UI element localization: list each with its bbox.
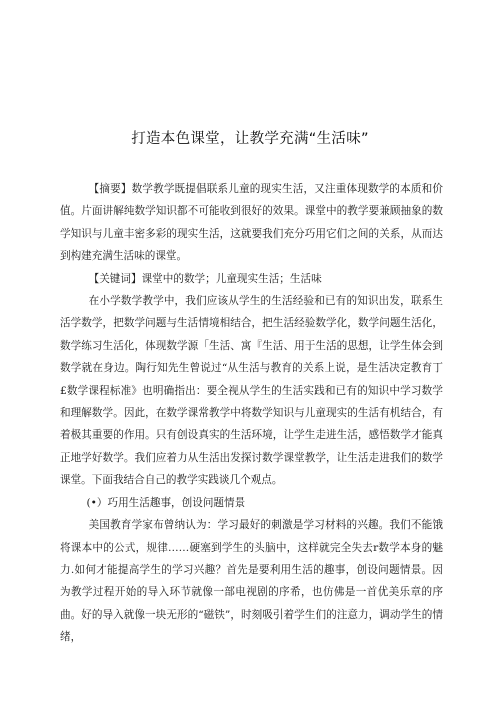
document-title: 打造本色课堂，让教学充满“生活味” — [131, 131, 369, 147]
document-body — [60, 178, 443, 649]
section-heading: (•）巧用生活趣事，创设问题情景 — [86, 496, 246, 509]
abstract-paragraph: 【摘要】数学教学既提倡联系儿童的现实生活，又注重体现数学的本质和价值。片面讲解纯数学知识都不可能收到很好的效果。课堂中的教学要兼顾抽象的数学知识与儿童丰密多彩的现实生活，这就要我们充分巧用它们之间的关系，从而达到构建充满生活味的课堂。 — [60, 183, 443, 263]
section-paragraph: 美国教育学家布曾纳认为：学习最好的刺激是学习材料的兴趣。我们不能饿将课本中的公式，规律……硬塞到学生的头脑中，这样就完全失去r数学本身的魅力.如何才能提高学生的学习兴趣？首先是要利用生活的趣事，创设问题情景。因为教学过程开始的导入环节就像一部电视剧的序希，也仿佛是一首优美乐章的序曲。好的导入就像一块无形的“磁铁”，时刻吸引着学生们的注意力，调动学生的情绪， — [60, 519, 443, 644]
intro-paragraph: 在小学数学教学中，我们应该从学生的生活经验和已有的知识出发，联系生活学数学，把数学问题与生活情境相结合，把生活经验数学化，数学问题生活化，数学练习生活化，体现数学源「生活、寓『生活、用于生活的思想，让学生体会到数学就在身边。陶行知先生曾说过“从生活与教育的关系上说，是生活决定教育丁£数学课程标准》也明确指出：要全视从学生的生活实践和已有的知识中学习数学和理解数学。因此，在数学课常教学中将数学知识与儿童现实的生活有机结合，有着极其重要的作用。只有创设真实的生活环境，让学生走进生活，感悟数学才能真正地学好数学。我们应着力从生活出发探讨数学课堂教学，让生活走进我们的数学课堂。下面我结合自己的教学实践谈几个观点。 — [60, 295, 443, 487]
keywords-paragraph: 【关键词】课堂中的数学；儿童现实生活；生活味 — [88, 272, 322, 285]
